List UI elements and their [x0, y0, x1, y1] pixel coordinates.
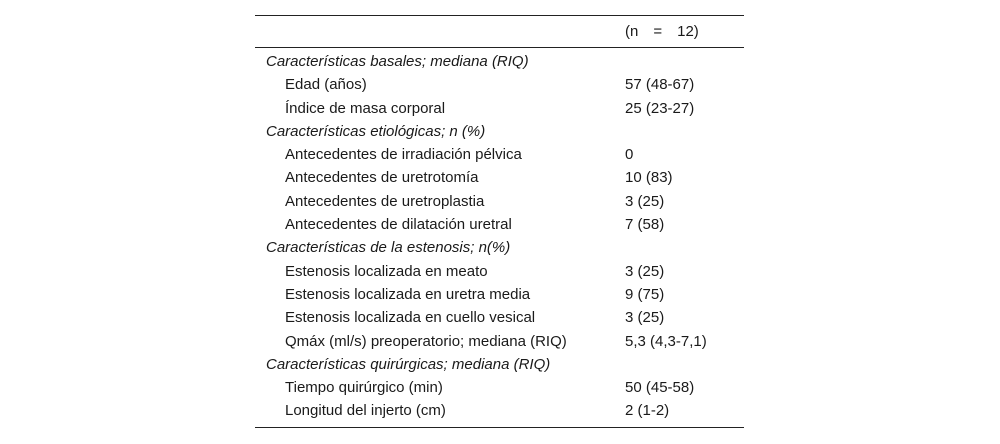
- table-bottom-rule: [255, 427, 744, 428]
- row-value: 3 (25): [625, 262, 665, 280]
- table-row: [255, 166, 744, 189]
- table-body: [255, 48, 744, 427]
- row-value: 57 (48-67): [625, 76, 695, 94]
- row-value: 25 (23-27): [625, 99, 695, 117]
- table-row: [255, 306, 744, 329]
- section-row: [255, 120, 744, 143]
- table-row: [255, 283, 744, 306]
- table-row: [255, 330, 744, 353]
- row-value: 9 (75): [625, 285, 665, 303]
- row-label: Longitud del injerto (cm): [285, 402, 446, 420]
- row-label: Estenosis localizada en cuello vesical: [285, 309, 536, 327]
- table-row: [255, 260, 744, 283]
- data-table: [255, 15, 744, 428]
- row-label: Antecedentes de irradiación pélvica: [285, 146, 522, 164]
- section-row: [255, 50, 744, 73]
- row-label: Antecedentes de dilatación uretral: [285, 216, 512, 234]
- table-header-row: [255, 16, 744, 47]
- table-row: [255, 213, 744, 236]
- row-label: Qmáx (ml/s) preoperatorio; mediana (RIQ): [285, 332, 567, 350]
- row-label: Tiempo quirúrgico (min): [285, 379, 443, 397]
- table-row: [255, 190, 744, 213]
- row-value: 10 (83): [625, 169, 673, 187]
- row-label: Antecedentes de uretrotomía: [285, 169, 479, 187]
- table-row: [255, 143, 744, 166]
- section-row: [255, 353, 744, 376]
- row-label: Antecedentes de uretroplastia: [285, 192, 485, 210]
- row-value: 5,3 (4,3-7,1): [625, 332, 707, 350]
- table-row: [255, 73, 744, 96]
- row-label: Estenosis localizada en uretra media: [285, 285, 531, 303]
- table-row: [255, 376, 744, 399]
- section-row: [255, 236, 744, 259]
- row-label: Edad (años): [285, 76, 367, 94]
- section-title: Características basales; mediana (RIQ): [266, 53, 529, 70]
- section-title: Características quirúrgicas; mediana (RIQ): [266, 355, 551, 373]
- row-value: 0: [625, 146, 634, 164]
- row-value: 7 (58): [625, 216, 665, 234]
- row-label: Índice de masa corporal: [285, 99, 446, 117]
- row-label: Estenosis localizada en meato: [285, 262, 488, 280]
- row-value: 3 (25): [625, 192, 665, 210]
- table-row: [255, 97, 744, 120]
- row-value: 3 (25): [625, 309, 665, 327]
- column-header-n: (n = 12): [625, 23, 699, 40]
- row-value: 2 (1-2): [625, 402, 670, 420]
- table-row: [255, 399, 744, 422]
- section-title: Características de la estenosis; n(%): [266, 239, 511, 257]
- row-value: 50 (45-58): [625, 379, 695, 397]
- section-title: Características etiológicas; n (%): [266, 122, 486, 140]
